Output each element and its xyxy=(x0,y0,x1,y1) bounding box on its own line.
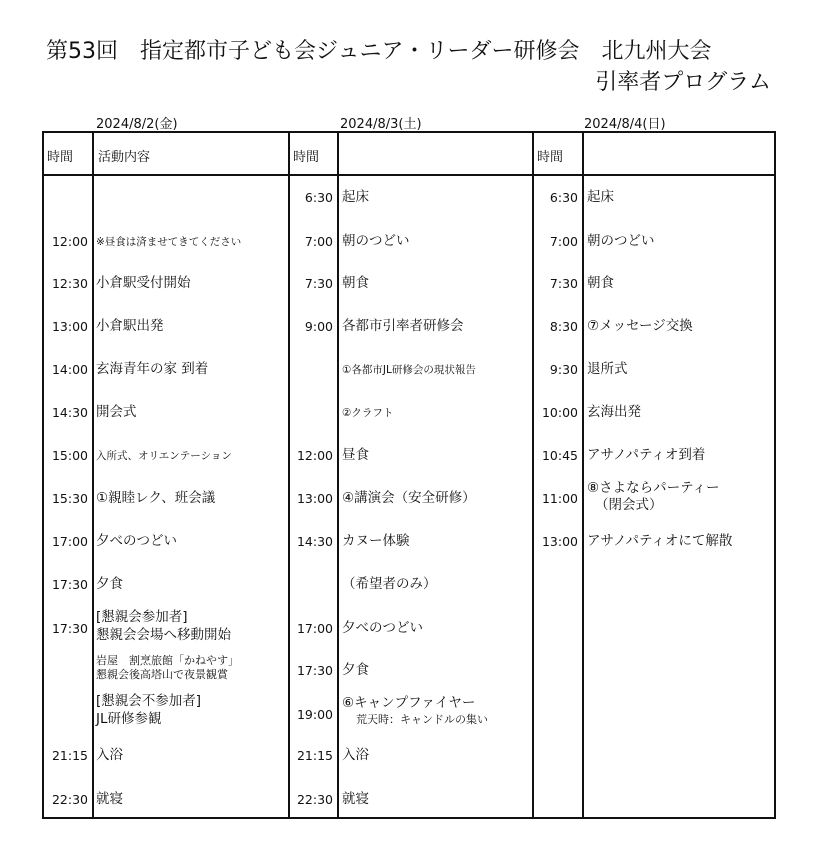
activity-cell-line-2: 荒天時：キャンドルの集い xyxy=(356,713,488,726)
activity-cell: 夕べのつどい xyxy=(342,620,423,636)
activity-cell: ②クラフト xyxy=(342,407,394,419)
column-divider xyxy=(288,133,290,817)
activity-cell: 就寝 xyxy=(342,791,369,807)
time-cell: 7:00 xyxy=(549,234,578,249)
activity-cell: 起床 xyxy=(342,189,369,205)
time-cell: 21:15 xyxy=(51,748,88,763)
time-cell: 19:00 xyxy=(296,707,333,722)
time-cell: 15:00 xyxy=(51,448,88,463)
time-cell: 8:30 xyxy=(549,319,578,334)
header-activity-day-1: 活動内容 xyxy=(98,150,151,165)
time-cell: 13:00 xyxy=(541,534,578,549)
activity-cell-line-2: （閉会式） xyxy=(595,497,663,513)
time-cell: 21:15 xyxy=(296,748,333,763)
time-cell: 15:30 xyxy=(51,491,88,506)
activity-cell: 玄海青年の家 到着 xyxy=(96,361,209,377)
time-cell: 6:30 xyxy=(304,190,333,205)
date-day-1: 2024/8/2(金) xyxy=(96,117,178,132)
activity-cell: 夕食 xyxy=(96,576,123,592)
activity-cell: （希望者のみ） xyxy=(342,576,437,592)
activity-cell: 各都市引率者研修会 xyxy=(342,318,464,334)
schedule-table xyxy=(42,131,776,819)
column-divider xyxy=(92,133,94,817)
activity-cell: 朝のつどい xyxy=(342,233,410,249)
time-cell: 12:00 xyxy=(296,448,333,463)
activity-cell: 玄海出発 xyxy=(587,404,641,420)
activity-cell: [懇親会参加者] xyxy=(96,609,188,625)
activity-cell: ⑦メッセージ交換 xyxy=(587,318,693,334)
activity-cell: 昼食 xyxy=(342,447,369,463)
time-cell: 12:30 xyxy=(51,276,88,291)
time-cell: 13:00 xyxy=(296,491,333,506)
activity-cell: 起床 xyxy=(587,189,614,205)
time-cell: 7:30 xyxy=(304,276,333,291)
time-cell: 17:30 xyxy=(51,621,88,636)
time-cell: 7:30 xyxy=(549,276,578,291)
activity-cell: [懇親会不参加者] xyxy=(96,693,202,709)
title-line-2: 引率者プログラム xyxy=(595,70,771,95)
activity-cell: 朝食 xyxy=(342,275,369,291)
date-day-3: 2024/8/4(日) xyxy=(584,117,666,132)
activity-cell: 開会式 xyxy=(96,404,137,420)
time-cell: 10:00 xyxy=(541,405,578,420)
activity-cell: ※昼食は済ませてきてください xyxy=(96,236,242,248)
time-cell: 11:00 xyxy=(541,491,578,506)
time-cell: 13:00 xyxy=(51,319,88,334)
time-cell: 17:30 xyxy=(296,663,333,678)
activity-cell: 朝のつどい xyxy=(587,233,655,249)
activity-cell-line-2: 懇親会後高塔山で夜景観賞 xyxy=(96,668,228,681)
title-line-1: 第53回 指定都市子ども会ジュニア・リーダー研修会 北九州大会 xyxy=(46,39,712,64)
date-day-2: 2024/8/3(土) xyxy=(340,117,422,132)
activity-cell: 入所式、オリエンテーション xyxy=(96,450,232,462)
time-cell: 14:30 xyxy=(51,405,88,420)
activity-cell-line-2: JL研修参観 xyxy=(96,711,162,727)
activity-cell: ⑧さよならパーティー xyxy=(587,480,720,496)
time-cell: 14:30 xyxy=(296,534,333,549)
header-time-day-2: 時間 xyxy=(293,150,320,165)
header-time-day-1: 時間 xyxy=(47,150,74,165)
activity-cell-line-2: 懇親会会場へ移動開始 xyxy=(96,627,231,643)
time-cell: 22:30 xyxy=(296,792,333,807)
activity-cell: 就寝 xyxy=(96,791,123,807)
activity-cell: 小倉駅出発 xyxy=(96,318,164,334)
activity-cell: 入浴 xyxy=(342,747,369,763)
column-divider xyxy=(337,133,339,817)
time-cell: 6:30 xyxy=(549,190,578,205)
activity-cell: 夕べのつどい xyxy=(96,533,177,549)
activity-cell: ①親睦レク、班会議 xyxy=(96,490,216,506)
header-divider xyxy=(44,174,774,176)
time-cell: 10:45 xyxy=(541,448,578,463)
activity-cell: 小倉駅受付開始 xyxy=(96,275,191,291)
activity-cell: ①各都市JL研修会の現状報告 xyxy=(342,364,476,376)
time-cell: 12:00 xyxy=(51,234,88,249)
column-divider xyxy=(582,133,584,817)
activity-cell: 夕食 xyxy=(342,662,369,678)
column-divider xyxy=(532,133,534,817)
activity-cell: ④講演会（安全研修） xyxy=(342,490,476,506)
activity-cell: アサノパティオにて解散 xyxy=(587,533,733,549)
time-cell: 14:00 xyxy=(51,362,88,377)
activity-cell: 入浴 xyxy=(96,747,123,763)
activity-cell: 岩屋 割烹旅館「かねやす」 xyxy=(96,654,239,667)
time-cell: 17:00 xyxy=(296,621,333,636)
activity-cell: 退所式 xyxy=(587,361,628,377)
time-cell: 7:00 xyxy=(304,234,333,249)
time-cell: 9:30 xyxy=(549,362,578,377)
activity-cell: ⑥キャンプファイヤー xyxy=(342,695,476,711)
time-cell: 17:30 xyxy=(51,577,88,592)
time-cell: 17:00 xyxy=(51,534,88,549)
activity-cell: アサノパティオ到着 xyxy=(587,447,706,463)
time-cell: 9:00 xyxy=(304,319,333,334)
header-time-day-3: 時間 xyxy=(537,150,564,165)
time-cell: 22:30 xyxy=(51,792,88,807)
activity-cell: カヌー体験 xyxy=(342,533,410,549)
activity-cell: 朝食 xyxy=(587,275,614,291)
